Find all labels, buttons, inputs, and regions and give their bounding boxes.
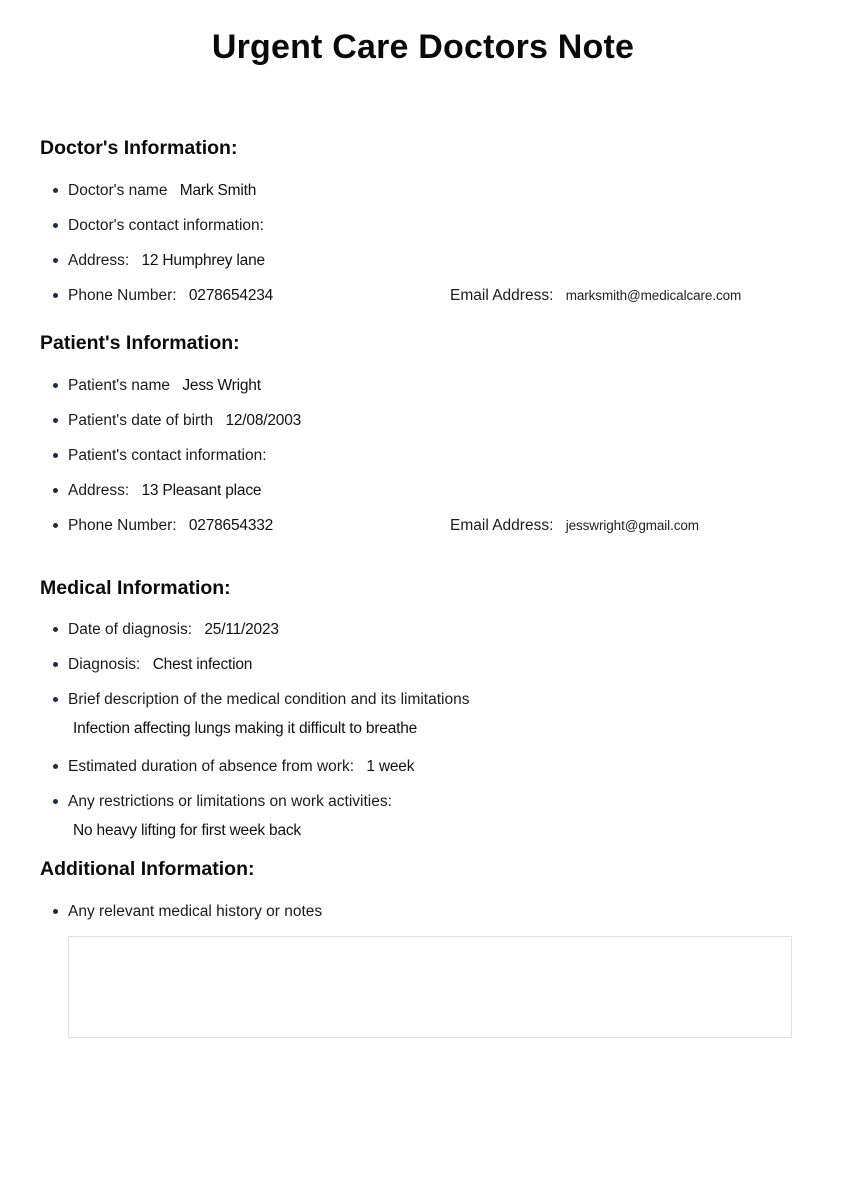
doctor-contact-row	[68, 215, 806, 236]
diagnosis-row	[68, 654, 806, 675]
doctor-information-list	[40, 180, 806, 306]
section-medical-information	[40, 577, 806, 841]
doctor-email-group	[450, 285, 741, 306]
patient-name-value: Jess Wright	[182, 377, 261, 394]
patient-dob-row	[68, 410, 806, 431]
doctor-information-heading: Doctor's Information:	[40, 137, 238, 159]
patient-dob-value: 12/08/2003	[225, 412, 302, 429]
work-restrictions-label: Any restrictions or limitations on work activities:	[68, 793, 392, 810]
page-title: Urgent Care Doctors Note	[211, 28, 635, 66]
absence-duration-value: 1 week	[366, 758, 415, 775]
patient-email-group	[450, 515, 699, 536]
diagnosis-date-label: Date of diagnosis:	[68, 621, 193, 638]
doctor-name-label: Doctor's name	[68, 182, 168, 199]
condition-description-row	[68, 689, 806, 739]
medical-history-row	[68, 901, 806, 922]
notes-textarea[interactable]	[68, 936, 792, 1038]
diagnosis-date-row	[68, 619, 806, 640]
condition-description-label: Brief description of the medical condition and its limitations	[68, 691, 470, 708]
doctor-contact-label: Doctor's contact information:	[68, 217, 264, 234]
bullet-icon	[53, 697, 58, 702]
section-additional-information	[40, 858, 806, 1038]
patient-dob-label: Patient's date of birth	[68, 412, 214, 429]
patient-email-value: jesswright@gmail.com	[565, 518, 699, 533]
medical-history-label: Any relevant medical history or notes	[68, 903, 323, 920]
doctor-email-label: Email Address:	[450, 287, 554, 304]
doctor-phone-value: 0278654234	[188, 287, 274, 304]
bullet-icon	[53, 258, 58, 263]
patient-phone-label: Phone Number:	[68, 517, 177, 534]
doctor-phone-email-row	[68, 285, 806, 306]
bullet-icon	[53, 523, 58, 528]
absence-duration-label: Estimated duration of absence from work:	[68, 758, 355, 775]
bullet-icon	[53, 627, 58, 632]
doctor-address-row	[68, 250, 806, 271]
bullet-icon	[53, 293, 58, 298]
patient-phone-email-row	[68, 515, 806, 536]
doctor-phone-label: Phone Number:	[68, 287, 177, 304]
bullet-icon	[53, 418, 58, 423]
doctor-name-row	[68, 180, 806, 201]
additional-information-heading: Additional Information:	[40, 858, 255, 880]
patient-contact-label: Patient's contact information:	[68, 447, 267, 464]
section-patient-information	[40, 332, 806, 536]
patient-address-row	[68, 480, 806, 501]
condition-description-value: Infection affecting lungs making it difficult to breathe	[73, 720, 418, 737]
patient-address-value: 13 Pleasant place	[141, 482, 262, 499]
bullet-icon	[53, 383, 58, 388]
bullet-icon	[53, 188, 58, 193]
patient-information-list	[40, 375, 806, 536]
doctor-address-label: Address:	[68, 252, 130, 269]
patient-address-label: Address:	[68, 482, 130, 499]
doctor-address-value: 12 Humphrey lane	[141, 252, 265, 269]
patient-phone-value: 0278654332	[188, 517, 274, 534]
bullet-icon	[53, 799, 58, 804]
section-doctor-information	[40, 137, 806, 306]
medical-information-list	[40, 619, 806, 841]
diagnosis-value: Chest infection	[152, 656, 253, 673]
work-restrictions-row	[68, 791, 806, 841]
bullet-icon	[53, 453, 58, 458]
bullet-icon	[53, 909, 58, 914]
absence-duration-row	[68, 756, 806, 777]
diagnosis-label: Diagnosis:	[68, 656, 141, 673]
bullet-icon	[53, 488, 58, 493]
additional-information-list	[40, 901, 806, 922]
patient-email-label: Email Address:	[450, 517, 554, 534]
bullet-icon	[53, 223, 58, 228]
medical-information-heading: Medical Information:	[40, 577, 231, 599]
bullet-icon	[53, 662, 58, 667]
patient-information-heading: Patient's Information:	[40, 332, 240, 354]
doctor-name-value: Mark Smith	[179, 182, 257, 199]
patient-name-label: Patient's name	[68, 377, 171, 394]
work-restrictions-value: No heavy lifting for first week back	[73, 822, 301, 839]
patient-name-row	[68, 375, 806, 396]
patient-contact-row	[68, 445, 806, 466]
doctor-email-value: marksmith@medicalcare.com	[565, 288, 742, 303]
bullet-icon	[53, 764, 58, 769]
diagnosis-date-value: 25/11/2023	[204, 621, 279, 638]
